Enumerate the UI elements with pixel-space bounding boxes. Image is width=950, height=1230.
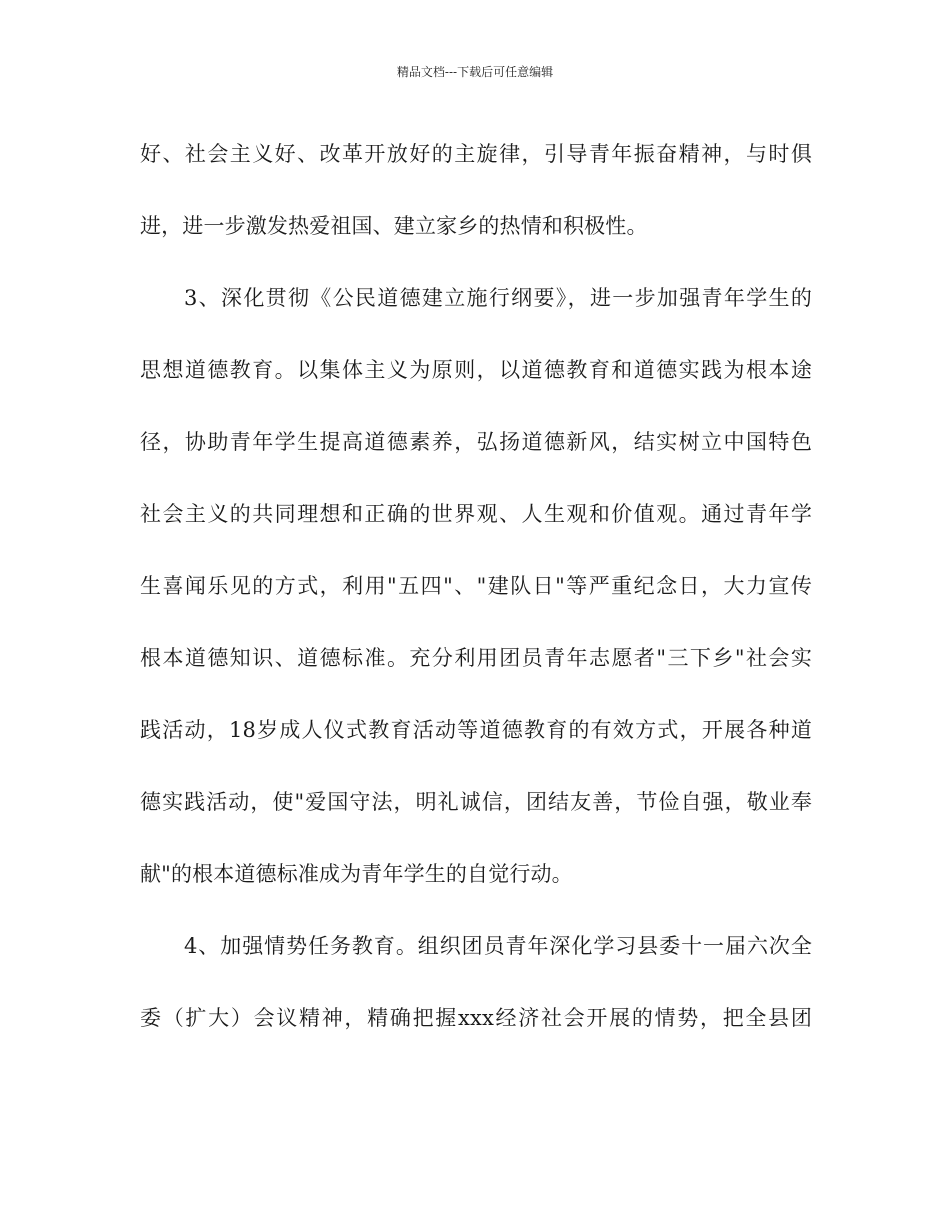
paragraph-start-line: 3、深化贯彻《公民道德建立施行纲要》，进一步加强青年学生的 [184, 286, 812, 310]
paragraph-start-line: 4、加强情势任务教育。组织团员青年深化学习县委十一届六次全 [184, 934, 812, 958]
text-line: 根本道德知识、道德标准。充分利用团员青年志愿者"三下乡"社会实 [140, 646, 812, 670]
text-line: 践活动，18岁成人仪式教育活动等道德教育的有效方式，开展各种道 [140, 718, 812, 742]
text-line: 委（扩大）会议精神，精确把握xxx经济社会开展的情势，把全县团 [140, 1006, 812, 1030]
text-line: 德实践活动，使"爱国守法，明礼诚信，团结友善，节俭自强，敬业奉 [140, 790, 812, 814]
text-line: 社会主义的共同理想和正确的世界观、人生观和价值观。通过青年学 [140, 502, 812, 526]
text-line: 献"的根本道德标准成为青年学生的自觉行动。 [140, 862, 573, 886]
text-line: 好、社会主义好、改革开放好的主旋律，引导青年振奋精神，与时俱 [140, 142, 812, 166]
text-line: 径，协助青年学生提高道德素养，弘扬道德新风，结实树立中国特色 [140, 430, 812, 454]
text-line: 思想道德教育。以集体主义为原则，以道德教育和道德实践为根本途 [140, 358, 812, 382]
text-line: 生喜闻乐见的方式，利用"五四"、"建队日"等严重纪念日，大力宣传 [140, 574, 812, 598]
text-line: 进，进一步激发热爱祖国、建立家乡的热情和积极性。 [140, 214, 648, 238]
page-header: 精品文档---下载后可任意编辑 [396, 65, 554, 79]
document-body [140, 130, 812, 1066]
